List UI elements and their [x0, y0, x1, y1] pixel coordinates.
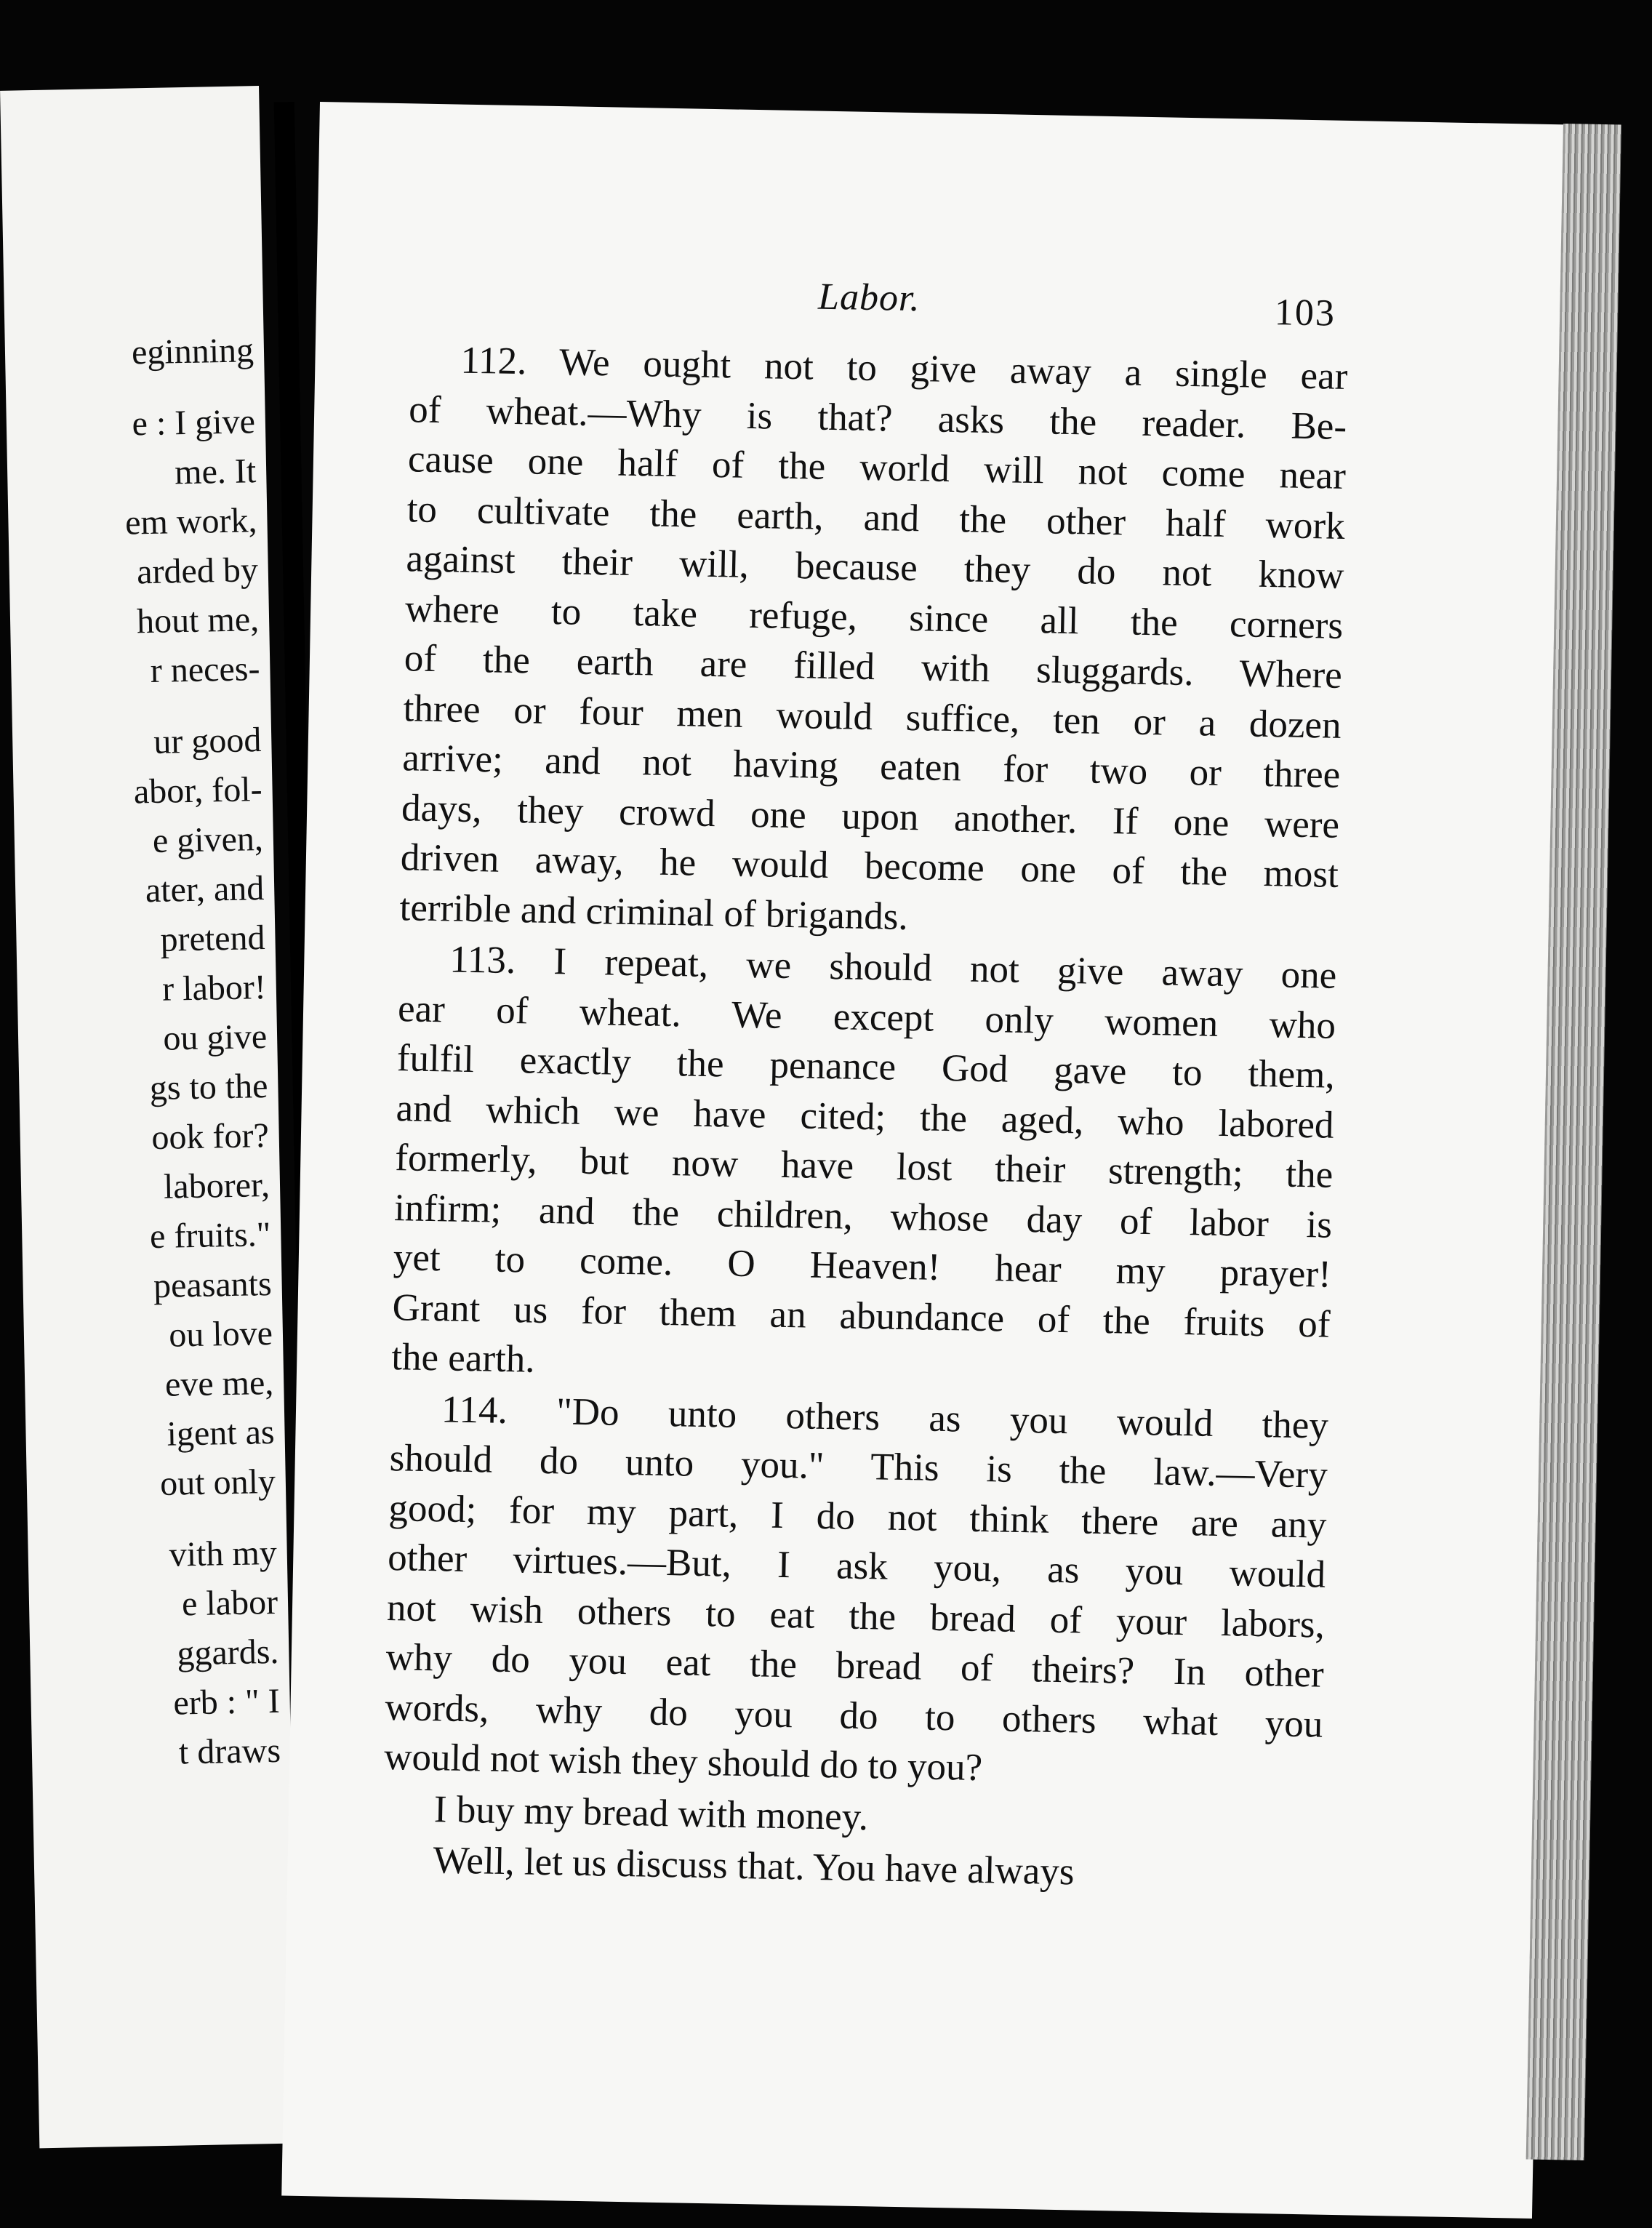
left-page-line: laborer, [163, 1165, 270, 1206]
left-page-line: e given, [152, 820, 264, 860]
left-page-line: e : I give [132, 402, 256, 444]
text-line: 114. "Do unto others as you would they [441, 1387, 1329, 1447]
running-head: Labor. [817, 276, 921, 320]
text-line: three or four men would suffice, ten or a dozen [403, 686, 1342, 747]
left-page-line: em work, [124, 501, 257, 542]
left-page-line: eginning [131, 331, 254, 372]
text-line: not wish others to eat the bread of your labors, [386, 1586, 1326, 1646]
left-page-line: r neces- [150, 649, 260, 691]
left-page-line: vith my [169, 1533, 278, 1574]
text-line: and which we have cited; the aged, who labored [396, 1086, 1334, 1147]
text-line: formerly, but now have lost their strength; the [394, 1137, 1334, 1196]
left-page-line: erb : " I [172, 1681, 281, 1723]
left-page-line: ou love [168, 1313, 273, 1355]
left-page-gap [129, 694, 261, 718]
left-page-gap [144, 1507, 276, 1531]
left-page-line: e labor [181, 1582, 278, 1624]
text-line: the earth. [390, 1336, 536, 1381]
paragraph [399, 334, 1348, 950]
text-line: Well, let us discuss that. You have always [433, 1839, 1075, 1894]
text-line: why do you eat the bread of theirs? In other [385, 1636, 1325, 1696]
left-page-line: e fruits." [149, 1214, 271, 1257]
text-line: Grant us for them an abundance of the fruits of [392, 1286, 1331, 1346]
page-number: 103 [1274, 292, 1336, 334]
text-line: good; for my part, I do not think there are any [388, 1486, 1327, 1547]
left-page-line: eve me, [164, 1363, 274, 1404]
text-line: against their will, because they do not know [405, 537, 1344, 597]
text-line: where to take refuge, since all the corners [404, 587, 1344, 647]
paragraph [391, 934, 1337, 1399]
text-line: driven away, he would become one of the most [400, 836, 1339, 896]
left-page [0, 86, 298, 2148]
left-page-line: t draws [178, 1731, 281, 1772]
paragraph [384, 1384, 1329, 1800]
text-line: to cultivate the earth, and the other half work [406, 487, 1346, 548]
text-line: would not wish they should do to you? [383, 1736, 983, 1790]
left-page-text [121, 326, 281, 1778]
left-page-line: ur good [153, 721, 262, 761]
text-line: 113. I repeat, we should not give away one [449, 938, 1337, 997]
text-line: other virtues.—But, I ask you, as you would [387, 1536, 1326, 1596]
text-line: of wheat.—Why is that? asks the reader. Be- [408, 388, 1347, 448]
left-page-line: peasants [153, 1264, 273, 1306]
left-page-line: igent as [167, 1412, 276, 1454]
left-page-gap [122, 375, 254, 399]
left-page-line: gs to the [149, 1067, 268, 1108]
left-page-line: ook for? [151, 1116, 270, 1158]
text-line: infirm; and the children, whose day of labor is [393, 1186, 1333, 1246]
text-line: days, they crowd one upon another. If one were [401, 786, 1340, 846]
left-page-line: arded by [136, 550, 259, 592]
left-page-line: ggards. [176, 1632, 279, 1673]
text-line: 112. We ought not to give away a single ear [460, 339, 1348, 398]
right-page [281, 102, 1570, 2219]
text-line: yet to come. O Heaven! hear my prayer! [393, 1236, 1332, 1296]
left-page-line: ou give [162, 1017, 268, 1058]
left-page-line: abor, fol- [133, 770, 263, 812]
text-line: of the earth are filled with sluggards. Where [404, 637, 1343, 697]
text-line: arrive; and not having eaten for two or three [401, 737, 1341, 796]
left-page-line: hout me, [136, 600, 260, 641]
text-line: ear of wheat. We except only women who [397, 987, 1336, 1047]
text-line: words, why do you do to others what you [385, 1686, 1323, 1746]
left-page-line: pretend [160, 918, 266, 959]
text-line: cause one half of the world will not come near [407, 438, 1347, 497]
left-page-line: ater, and [145, 869, 265, 910]
body-text [382, 334, 1348, 1903]
text-line: I buy my bread with money. [433, 1787, 869, 1838]
left-page-line: me. It [174, 452, 257, 492]
text-line: fulfil exactly the penance God gave to them, [396, 1037, 1336, 1097]
text-line: terrible and criminal of brigands. [399, 886, 909, 938]
text-line: should do unto you." This is the law.—Very [389, 1437, 1328, 1496]
left-page-line: out only [159, 1462, 276, 1503]
left-page-line: r labor! [161, 968, 267, 1009]
